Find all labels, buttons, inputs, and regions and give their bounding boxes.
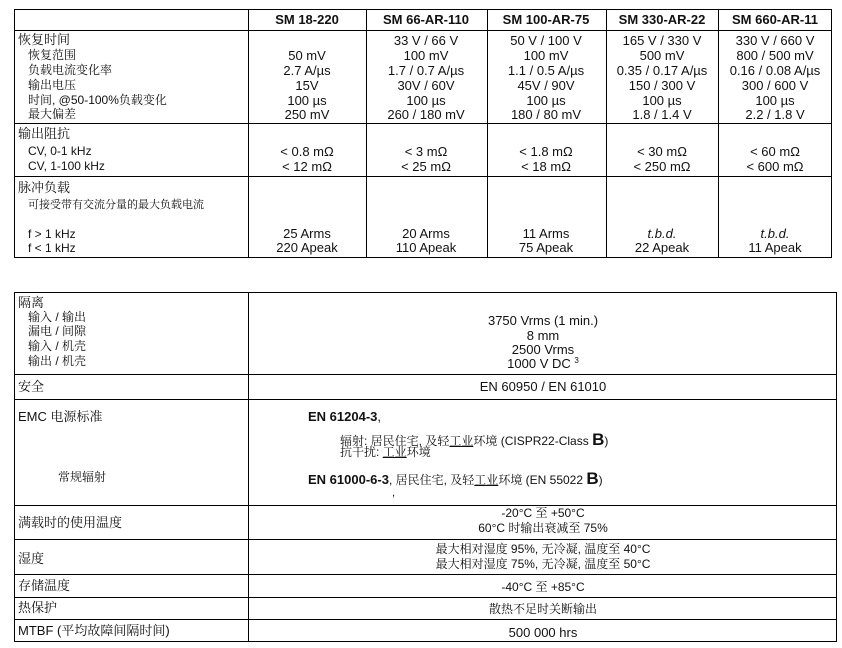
- table-cell: 45V / 90V: [517, 78, 575, 93]
- std2-underlined: 工业: [474, 473, 499, 487]
- table-cell: 100 µs: [755, 93, 795, 108]
- emc-label: EMC 电源标准: [18, 409, 103, 424]
- t1-left-border: [14, 9, 15, 258]
- group-label-recovery: 恢复时间: [18, 32, 71, 47]
- column-header: SM 660-AR-11: [732, 12, 818, 27]
- class-letter: B: [586, 469, 599, 488]
- table-cell: 1.7 / 0.7 A/µs: [387, 63, 465, 78]
- table-cell: 8 mm: [526, 328, 560, 343]
- t1-top-border: [14, 9, 831, 10]
- table-cell: 22 Apeak: [634, 240, 690, 255]
- table-cell: 100 mV: [523, 48, 569, 63]
- table-cell: 180 / 80 mV: [510, 107, 582, 122]
- row-label: 负载电流变化率: [28, 63, 113, 77]
- table-cell: 2.2 / 1.8 V: [745, 107, 805, 122]
- table-cell: 3750 Vrms (1 min.): [487, 313, 599, 328]
- table-cell: 100 µs: [526, 93, 566, 108]
- storage-label: 存储温度: [18, 578, 71, 593]
- t2-top-border: [14, 292, 836, 293]
- table-cell: [507, 357, 579, 370]
- table-cell: 260 / 180 mV: [387, 107, 465, 122]
- row-label: 输出 / 机壳: [28, 354, 87, 368]
- row-label: 输入 / 输出: [28, 310, 87, 324]
- immunity-suffix: 环境: [406, 445, 431, 459]
- table-cell: -20°C 至 +50°C: [501, 506, 585, 520]
- safety-label: 安全: [18, 379, 45, 394]
- std2-suffix: 环境 (EN 55022: [498, 473, 584, 487]
- t1-col-divider: [248, 9, 249, 258]
- emc-std2: [308, 470, 603, 487]
- emc-immunity: [340, 446, 431, 458]
- table-cell: t.b.d.: [647, 226, 677, 241]
- mtbf-label: MTBF (平均故障间隔时间): [18, 623, 170, 638]
- table-cell: < 25 mΩ: [401, 159, 451, 174]
- row-label: 最大偏差: [28, 107, 77, 121]
- table-cell: < 250 mΩ: [633, 159, 691, 174]
- table-cell: t.b.d.: [760, 226, 790, 241]
- std2-text: , 居民住宅, 及轻: [388, 473, 475, 487]
- table-cell: < 30 mΩ: [637, 144, 687, 159]
- table-cell: 11 Apeak: [748, 240, 802, 255]
- table-cell: < 600 mΩ: [746, 159, 804, 174]
- isolation-label: 隔离: [18, 295, 45, 310]
- column-header: SM 330-AR-22: [618, 12, 706, 27]
- stray-comma: ,: [392, 487, 396, 499]
- table-cell: 散热不足时关断输出: [488, 602, 598, 616]
- close-paren: ): [604, 434, 609, 448]
- t1-col-divider: [718, 9, 719, 258]
- t1-col-divider: [366, 9, 367, 258]
- humidity-label: 湿度: [18, 551, 45, 566]
- radiated-suffix: 环境 (CISPR22-Class: [473, 434, 589, 448]
- table-cell: 最大相对湿度 95%, 无冷凝, 温度至 40°C: [435, 542, 651, 556]
- column-header: SM 66-AR-110: [383, 12, 469, 27]
- table-cell: 500 000 hrs: [508, 625, 578, 640]
- table-cell: -40°C 至 +85°C: [501, 580, 585, 594]
- table-cell: < 0.8 mΩ: [280, 144, 334, 159]
- t1-bottom-border: [14, 257, 831, 258]
- row-label: f > 1 kHz: [28, 227, 76, 241]
- emc-std1-code: EN 61204-3: [308, 409, 378, 424]
- table-cell: 100 mV: [403, 48, 449, 63]
- radiated-underlined: 工业: [449, 434, 474, 448]
- t2-row-divider: [14, 619, 836, 620]
- table-cell: 220 Apeak: [276, 240, 338, 255]
- table-cell: 0.35 / 0.17 A/µs: [616, 63, 708, 78]
- table-cell: 最大相对湿度 75%, 无冷凝, 温度至 50°C: [435, 557, 651, 571]
- t2-row-divider: [14, 505, 836, 506]
- t2-row-divider: [14, 539, 836, 540]
- row-label: 恢复范围: [28, 48, 77, 62]
- radiated-text: 辐射: 居民住宅, 及轻: [340, 434, 450, 448]
- row-label: f < 1 kHz: [28, 241, 76, 255]
- isolation-output-case-value: 1000 V DC: [507, 356, 571, 371]
- immunity-underlined: 工业: [382, 445, 407, 459]
- table-cell: 15V: [295, 78, 319, 93]
- emc-std1: [308, 410, 381, 423]
- table-cell: 1.8 / 1.4 V: [632, 107, 692, 122]
- group-label-impedance: 输出阻抗: [18, 126, 71, 141]
- table-cell: 500 mV: [639, 48, 685, 63]
- emc-std2-code: EN 61000-6-3: [308, 472, 389, 487]
- column-header: SM 18-220: [275, 12, 339, 27]
- group-label-pulse: 脉冲负载: [18, 180, 71, 195]
- table-cell: 2500 Vrms: [511, 342, 575, 357]
- row-label: 输出电压: [28, 78, 77, 92]
- table-cell: 330 V / 660 V: [735, 33, 815, 48]
- table-cell: 50 V / 100 V: [510, 33, 582, 48]
- table-cell: < 18 mΩ: [521, 159, 571, 174]
- safety-value: EN 60950 / EN 61010: [479, 379, 607, 394]
- table-cell: 300 / 600 V: [741, 78, 809, 93]
- t1-row-divider: [14, 176, 831, 177]
- op-temp-label: 满载时的使用温度: [18, 515, 123, 530]
- row-label: 输入 / 机壳: [28, 339, 87, 353]
- t2-row-divider: [14, 574, 836, 575]
- t2-left-border: [14, 292, 15, 642]
- table-cell: 250 mV: [284, 107, 330, 122]
- pulse-note: 可接受带有交流分量的最大负载电流: [28, 199, 204, 211]
- table-cell: 100 µs: [406, 93, 446, 108]
- close-paren: ): [598, 473, 603, 487]
- table-cell: 33 V / 66 V: [393, 33, 459, 48]
- row-label: 漏电 / 间隙: [28, 324, 87, 338]
- row-label: 时间, @50-100%负载变化: [28, 93, 167, 107]
- column-header: SM 100-AR-75: [502, 12, 590, 27]
- row-label: CV, 1-100 kHz: [28, 159, 105, 173]
- table-cell: 110 Apeak: [395, 240, 457, 255]
- table-cell: 25 Arms: [283, 226, 331, 241]
- t2-row-divider: [14, 597, 836, 598]
- t1-right-border: [831, 9, 832, 258]
- class-letter: B: [592, 430, 605, 449]
- t2-col-divider: [248, 292, 249, 642]
- thermal-label: 热保护: [18, 600, 58, 615]
- table-cell: 20 Arms: [402, 226, 450, 241]
- t1-col-divider: [606, 9, 607, 258]
- table-cell: < 12 mΩ: [282, 159, 332, 174]
- table-cell: 2.7 A/µs: [283, 63, 331, 78]
- table-cell: 30V / 60V: [397, 78, 455, 93]
- immunity-text: 抗干扰:: [340, 445, 383, 459]
- footnote-mark: 3: [574, 356, 579, 365]
- table-cell: 165 V / 330 V: [622, 33, 702, 48]
- table-cell: 0.16 / 0.08 A/µs: [729, 63, 821, 78]
- table-cell: 11 Arms: [522, 226, 570, 241]
- t1-col-divider: [487, 9, 488, 258]
- t1-row-divider: [14, 123, 831, 124]
- table-cell: 60°C 时输出衰减至 75%: [478, 521, 608, 535]
- emc-std1-comma: ,: [377, 409, 382, 424]
- t2-right-border: [836, 292, 837, 642]
- table-cell: < 1.8 mΩ: [519, 144, 573, 159]
- table-cell: 75 Apeak: [518, 240, 574, 255]
- t2-bottom-border: [14, 641, 836, 642]
- t2-row-divider: [14, 399, 836, 400]
- t1-header-divider: [14, 30, 831, 31]
- table-cell: 150 / 300 V: [628, 78, 696, 93]
- table-cell: < 60 mΩ: [750, 144, 800, 159]
- table-cell: < 3 mΩ: [404, 144, 448, 159]
- row-label: CV, 0-1 kHz: [28, 144, 92, 158]
- t2-row-divider: [14, 374, 836, 375]
- table-cell: 100 µs: [642, 93, 682, 108]
- table-cell: 100 µs: [287, 93, 327, 108]
- emc-sub-label: 常规辐射: [58, 470, 107, 484]
- table-cell: 1.1 / 0.5 A/µs: [507, 63, 585, 78]
- table-cell: 50 mV: [288, 48, 326, 63]
- table-cell: 800 / 500 mV: [736, 48, 814, 63]
